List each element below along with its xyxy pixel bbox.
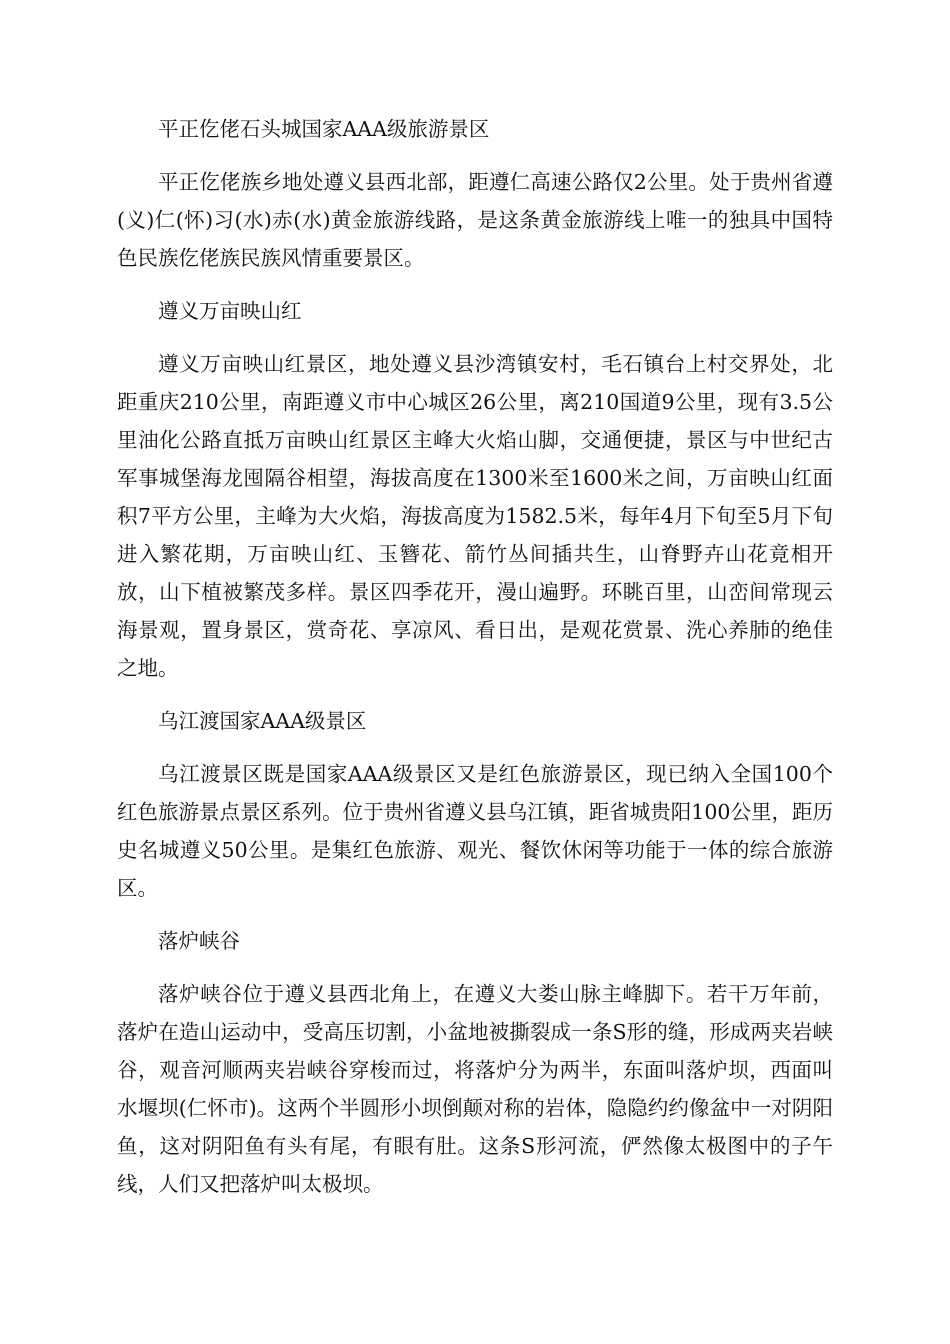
- section-paragraph-wujiangdu: 乌江渡景区既是国家AAA级景区又是红色旅游景区，现已纳入全国100个红色旅游景点景区系列。位于贵州省遵义县乌江镇，距省城贵阳100公里，距历史名城遵义50公里。是集红色旅游、观光、餐饮休闲等功能于一体的综合旅游区。: [117, 762, 833, 900]
- section-heading-luolu-canyon: 落炉峡谷: [158, 929, 240, 953]
- section-heading-yingshanhong: 遵义万亩映山红: [158, 299, 302, 323]
- section-paragraph-shitoucheng: 平正仡佬族乡地处遵义县西北部，距遵仁高速公路仅2公里。处于贵州省遵(义)仁(怀)习(水)赤(水)黄金旅游线路，是这条黄金旅游线上唯一的独具中国特色民族仡佬族民族风情重要景区。: [117, 170, 833, 270]
- document-body: [117, 110, 833, 1218]
- section-paragraph-yingshanhong: 遵义万亩映山红景区，地处遵义县沙湾镇安村，毛石镇台上村交界处，北距重庆210公里，南距遵义市中心城区26公里，离210国道9公里，现有3.5公里油化公路直抵万亩映山红景区主峰大火焰山脚，交通便捷，景区与中世纪古军事城堡海龙囤隔谷相望，海拔高度在1300米至1600米之间，万亩映山红面积7平方公里，主峰为大火焰，海拔高度为1582.5米，每年4月下旬至5月下旬进入繁花期，万亩映山红、玉簪花、箭竹丛间插共生，山脊野卉山花竟相开放，山下植被繁茂多样。景区四季花开，漫山遍野。环眺百里，山峦间常现云海景观，置身景区，赏奇花、享凉风、看日出，是观花赏景、洗心养肺的绝佳之地。: [117, 352, 833, 680]
- section-paragraph-luolu-canyon: 落炉峡谷位于遵义县西北角上，在遵义大娄山脉主峰脚下。若干万年前，落炉在造山运动中，受高压切割，小盆地被撕裂成一条S形的缝，形成两夹岩峡谷，观音河顺两夹岩峡谷穿梭而过，将落炉分为两半，东面叫落炉坝，西面叫水堰坝(仁怀市)。这两个半圆形小坝倒颠对称的岩体，隐隐约约像盆中一对阴阳鱼，这对阴阳鱼有头有尾，有眼有肚。这条S形河流，俨然像太极图中的子午线，人们又把落炉叫太极坝。: [117, 982, 833, 1196]
- section-heading-wujiangdu: 乌江渡国家AAA级景区: [158, 709, 367, 733]
- section-heading-shitoucheng: 平正仡佬石头城国家AAA级旅游景区: [158, 117, 490, 141]
